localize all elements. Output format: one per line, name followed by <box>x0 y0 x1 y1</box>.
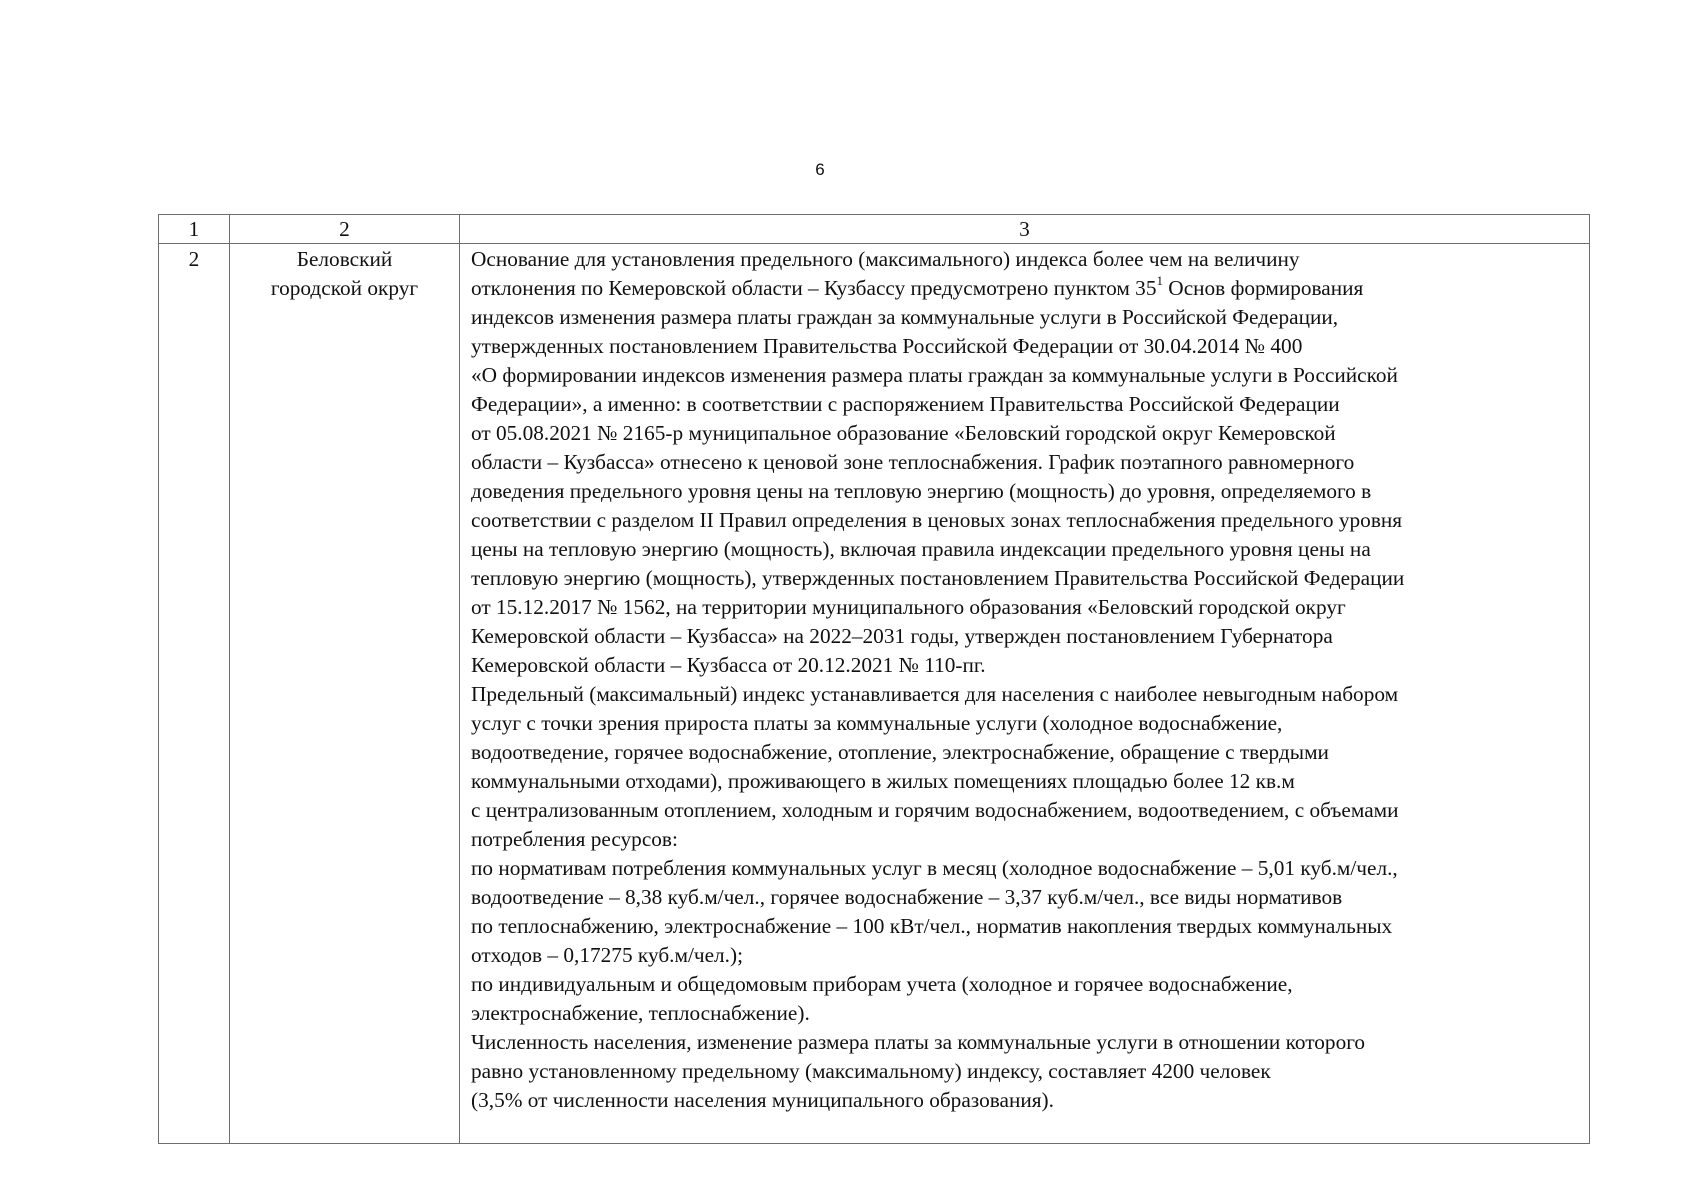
text-line: с централизованным отоплением, холодным и горячим водоснабжением, водоотведением, с объемами <box>471 798 1399 822</box>
text-line-part: Основ формирования <box>1162 276 1364 300</box>
text-line: Федерации», а именно: в соответствии с распоряжением Правительства Российской Федерации <box>471 392 1340 416</box>
text-line: по теплоснабжению, электроснабжение – 100 кВт/чел., норматив накопления твердых коммунальных <box>471 914 1393 938</box>
text-line: доведения предельного уровня цены на тепловую энергию (мощность) до уровня, определяемого в <box>471 479 1372 503</box>
municipality-name-line: Беловский <box>296 247 393 271</box>
text-line: Основание для установления предельного (максимального) индекса более чем на величину <box>471 247 1300 271</box>
footnote-superscript: 1 <box>1156 272 1163 288</box>
header-cell-col-2: 2 <box>230 215 460 244</box>
text-line: от 15.12.2017 № 1562, на территории муниципального образования «Беловский городской округ <box>471 595 1346 619</box>
text-line: Численность населения, изменение размера платы за коммунальные услуги в отношении которого <box>471 1030 1366 1054</box>
text-line: водоотведение – 8,38 куб.м/чел., горячее водоснабжение – 3,37 куб.м/чел., все виды нормативов <box>471 885 1343 909</box>
text-line: утвержденных постановлением Правительства Российской Федерации от 30.04.2014 № 400 <box>471 334 1303 358</box>
text-line-part: отклонения по Кемеровской области – Кузбассу предусмотрено пунктом 35 <box>471 276 1157 300</box>
header-cell-col-1: 1 <box>159 215 230 244</box>
text-line: Кемеровской области – Кузбасса» на 2022–2031 годы, утвержден постановлением Губернатора <box>471 624 1333 648</box>
justification-text-cell <box>460 244 1590 1144</box>
text-line: тепловую энергию (мощность), утвержденных постановлением Правительства Российской Федерации <box>471 566 1405 590</box>
page-number: 6 <box>815 160 825 179</box>
municipality-name-line: городской округ <box>270 276 419 300</box>
text-line: равно установленному предельному (максимальному) индексу, составляет 4200 человек <box>471 1059 1271 1083</box>
text-line: электроснабжение, теплоснабжение). <box>471 1001 810 1025</box>
text-line: отходов – 0,17275 куб.м/чел.); <box>471 943 744 967</box>
text-line: по нормативам потребления коммунальных услуг в месяц (холодное водоснабжение – 5,01 куб.м/чел., <box>471 856 1398 880</box>
text-line: потребления ресурсов: <box>471 827 678 851</box>
text-line: услуг с точки зрения прироста платы за коммунальные услуги (холодное водоснабжение, <box>471 711 1283 735</box>
text-line: соответствии с разделом II Правил определения в ценовых зонах теплоснабжения предельного уровня <box>471 508 1403 532</box>
table-header-row <box>159 215 1590 244</box>
text-line: коммунальными отходами), проживающего в жилых помещениях площадью более 12 кв.м <box>471 769 1295 793</box>
text-line: от 05.08.2021 № 2165-р муниципальное образование «Беловский городской округ Кемеровской <box>471 421 1336 445</box>
row-number-cell: 2 <box>159 244 230 1144</box>
text-line: по индивидуальным и общедомовым приборам учета (холодное и горячее водоснабжение, <box>471 972 1293 996</box>
text-line: Кемеровской области – Кузбасса от 20.12.2021 № 110-пг. <box>471 653 986 677</box>
text-line: «О формировании индексов изменения размера платы граждан за коммунальные услуги в Российской <box>471 363 1398 387</box>
document-table <box>158 214 1590 1144</box>
table-row <box>159 244 1590 1144</box>
text-line-with-footnote <box>471 274 1581 303</box>
text-line: водоотведение, горячее водоснабжение, отопление, электроснабжение, обращение с твердыми <box>471 740 1329 764</box>
text-line: Предельный (максимальный) индекс устанавливается для населения с наиболее невыгодным набором <box>471 682 1399 706</box>
text-line: (3,5% от численности населения муниципального образования). <box>471 1088 1054 1112</box>
text-line: области – Кузбасса» отнесено к ценовой зоне теплоснабжения. График поэтапного равномерного <box>471 450 1355 474</box>
text-line: цены на тепловую энергию (мощность), включая правила индексации предельного уровня цены на <box>471 537 1371 561</box>
municipality-name-cell <box>230 244 460 1144</box>
header-cell-col-3: 3 <box>460 215 1590 244</box>
text-line: индексов изменения размера платы граждан за коммунальные услуги в Российской Федерации, <box>471 305 1339 329</box>
